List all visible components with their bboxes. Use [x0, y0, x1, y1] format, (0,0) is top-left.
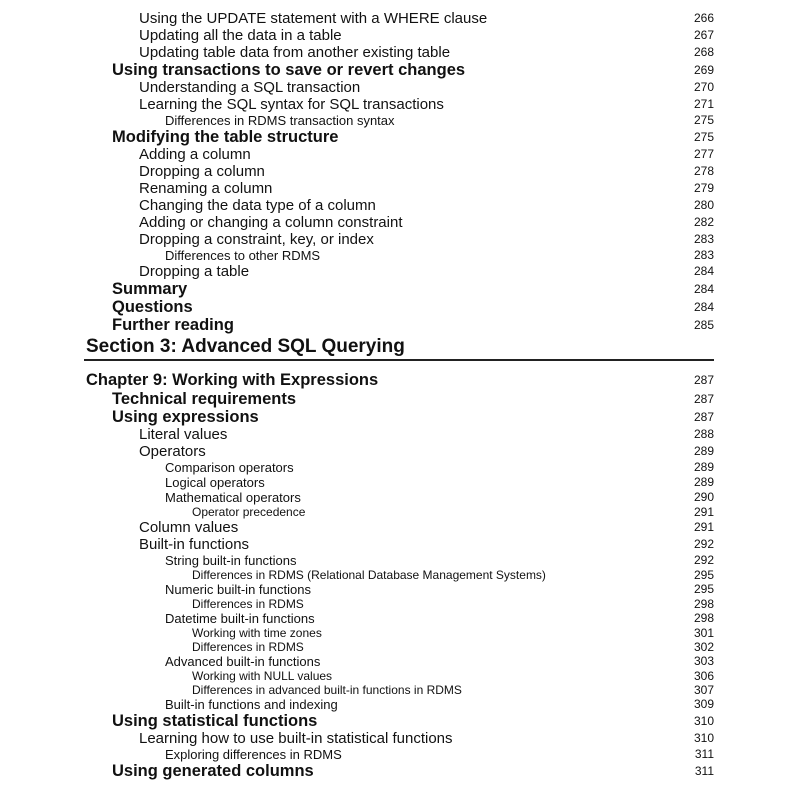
toc-entry-page: 279: [693, 181, 714, 195]
toc-entry-title: Updating all the data in a table: [139, 27, 342, 44]
toc-entry-title: String built-in functions: [165, 553, 297, 568]
toc-entry-title: Renaming a column: [139, 180, 273, 197]
toc-entry[interactable]: [0, 505, 800, 519]
toc-entry[interactable]: [0, 730, 800, 747]
toc-entry[interactable]: [0, 180, 800, 197]
toc-entry-title: Literal values: [139, 426, 228, 443]
toc-entry-page: 267: [693, 28, 714, 42]
toc-entry-page: 285: [693, 318, 714, 332]
toc-entry[interactable]: [0, 697, 800, 712]
toc-entry[interactable]: [0, 519, 800, 536]
toc-entry[interactable]: [0, 96, 800, 113]
toc-entry[interactable]: [0, 128, 800, 146]
toc-entry-title: Learning how to use built-in statistical functions: [139, 730, 453, 747]
toc-entry-title: Adding or changing a column constraint: [139, 214, 403, 231]
toc-entry-title: Built-in functions and indexing: [165, 697, 338, 712]
toc-entry-page: 289: [693, 475, 714, 489]
toc-entry[interactable]: [0, 146, 800, 163]
toc-entry[interactable]: [0, 316, 800, 334]
toc-list-bottom: [0, 371, 800, 780]
toc-entry-title: Summary: [112, 280, 188, 298]
toc-entry[interactable]: [0, 443, 800, 460]
toc-entry[interactable]: [0, 280, 800, 298]
toc-entry-title: Adding a column: [139, 146, 251, 163]
toc-entry-title: Differences to other RDMS: [165, 248, 321, 263]
toc-entry[interactable]: [0, 408, 800, 426]
toc-entry-page: 310: [693, 731, 714, 745]
toc-entry-title: Working with NULL values: [192, 669, 333, 683]
toc-entry[interactable]: [0, 197, 800, 214]
toc-entry-page: 309: [693, 697, 714, 711]
toc-entry[interactable]: [0, 536, 800, 553]
toc-entry-title: Technical requirements: [112, 390, 297, 408]
toc-list-top: [0, 10, 800, 334]
toc-entry-title: Exploring differences in RDMS: [165, 747, 342, 762]
toc-entry[interactable]: [0, 490, 800, 505]
toc-entry-page: 287: [693, 410, 714, 424]
toc-entry[interactable]: [0, 298, 800, 316]
toc-entry-page: 277: [693, 147, 714, 161]
toc-entry[interactable]: [0, 263, 800, 280]
toc-entry-page: 288: [693, 427, 714, 441]
toc-entry-page: 275: [693, 113, 714, 127]
toc-entry[interactable]: [0, 640, 800, 654]
table-of-contents: [0, 10, 800, 780]
toc-entry[interactable]: [0, 683, 800, 697]
toc-entry-title: Using the UPDATE statement with a WHERE clause: [139, 10, 488, 27]
toc-entry-page: 270: [693, 80, 714, 94]
toc-entry[interactable]: [0, 61, 800, 79]
toc-entry-title: Numeric built-in functions: [165, 582, 311, 597]
toc-entry-page: 311: [694, 747, 714, 761]
toc-entry[interactable]: [0, 460, 800, 475]
toc-entry-page: 284: [693, 282, 714, 296]
toc-entry-page: 283: [693, 232, 714, 246]
toc-entry-title: Further reading: [112, 316, 234, 334]
toc-entry-page: 284: [693, 300, 714, 314]
toc-entry-page: 311: [694, 764, 714, 778]
toc-entry[interactable]: [0, 669, 800, 683]
toc-entry-title: Operators: [139, 443, 206, 460]
toc-entry-title: Datetime built-in functions: [165, 611, 315, 626]
toc-entry-title: Updating table data from another existing table: [139, 44, 451, 61]
toc-entry-page: 295: [693, 568, 714, 582]
toc-entry-page: 298: [693, 611, 714, 625]
toc-entry-title: Differences in advanced built-in functions in RDMS: [192, 683, 462, 697]
toc-entry-title: Working with time zones: [192, 626, 322, 640]
toc-entry[interactable]: [0, 27, 800, 44]
toc-entry[interactable]: [0, 231, 800, 248]
toc-entry-page: 283: [693, 248, 714, 262]
toc-entry-title: Using expressions: [112, 408, 259, 426]
toc-entry[interactable]: [0, 626, 800, 640]
toc-entry-title: Using statistical functions: [112, 712, 318, 730]
toc-entry-title: Dropping a column: [139, 163, 265, 180]
toc-entry-page: 289: [693, 460, 714, 474]
toc-entry[interactable]: [0, 654, 800, 669]
toc-entry[interactable]: [0, 163, 800, 180]
toc-entry[interactable]: [0, 475, 800, 490]
toc-entry[interactable]: [0, 44, 800, 61]
toc-entry-page: 295: [693, 582, 714, 596]
toc-entry-page: 306: [693, 669, 714, 683]
toc-entry-title: Comparison operators: [165, 460, 294, 475]
toc-entry-page: 310: [693, 714, 714, 728]
toc-entry-page: 302: [693, 640, 714, 654]
toc-entry-title: Chapter 9: Working with Expressions: [86, 371, 379, 389]
toc-entry-page: 291: [693, 520, 714, 534]
toc-entry-page: 301: [693, 626, 714, 640]
toc-entry[interactable]: [0, 611, 800, 626]
toc-entry-title: Differences in RDMS: [192, 597, 304, 611]
toc-entry[interactable]: [0, 426, 800, 443]
toc-entry-page: 289: [693, 444, 714, 458]
toc-entry[interactable]: [0, 10, 800, 27]
toc-entry-title: Column values: [139, 519, 239, 536]
toc-entry-page: 292: [693, 537, 714, 551]
toc-entry-page: 303: [693, 654, 714, 668]
toc-entry[interactable]: [0, 712, 800, 730]
toc-entry-page: 269: [693, 63, 714, 77]
toc-entry-title: Using transactions to save or revert changes: [112, 61, 466, 79]
toc-entry-page: 298: [693, 597, 714, 611]
toc-entry-page: 268: [693, 45, 714, 59]
toc-entry-page: 266: [693, 11, 714, 25]
toc-entry[interactable]: [0, 582, 800, 597]
toc-entry[interactable]: [0, 113, 800, 128]
toc-entry-page: 287: [693, 373, 714, 387]
toc-entry-title: Questions: [112, 298, 193, 316]
toc-entry[interactable]: [0, 747, 800, 762]
toc-entry[interactable]: [0, 390, 800, 408]
toc-entry-page: 287: [693, 392, 714, 406]
toc-entry[interactable]: [0, 214, 800, 231]
toc-entry-page: 307: [693, 683, 714, 697]
toc-entry-title: Differences in RDMS: [192, 640, 304, 654]
toc-entry-title: Differences in RDMS (Relational Database Management Systems): [192, 568, 546, 582]
toc-entry-page: 280: [693, 198, 714, 212]
toc-entry-page: 282: [693, 215, 714, 229]
toc-entry[interactable]: [0, 248, 800, 263]
section-heading: [84, 335, 714, 361]
toc-chapter[interactable]: [0, 371, 800, 390]
toc-entry-title: Modifying the table structure: [112, 128, 339, 146]
toc-entry-title: Advanced built-in functions: [165, 654, 321, 669]
toc-entry-title: Using generated columns: [112, 762, 314, 780]
toc-entry[interactable]: [0, 568, 800, 582]
toc-entry-title: Operator precedence: [192, 505, 306, 519]
toc-entry-title: Differences in RDMS transaction syntax: [165, 113, 395, 128]
toc-entry-title: Dropping a table: [139, 263, 250, 280]
toc-entry-page: 291: [693, 505, 714, 519]
toc-entry-title: Changing the data type of a column: [139, 197, 376, 214]
toc-entry-page: 278: [693, 164, 714, 178]
toc-entry-title: Logical operators: [165, 475, 265, 490]
toc-entry-page: 290: [693, 490, 714, 504]
toc-entry-title: Dropping a constraint, key, or index: [139, 231, 374, 248]
toc-entry-page: 292: [693, 553, 714, 567]
toc-entry-page: 271: [693, 97, 714, 111]
toc-entry-title: Learning the SQL syntax for SQL transactions: [139, 96, 444, 113]
toc-entry[interactable]: [0, 553, 800, 568]
toc-entry-title: Built-in functions: [139, 536, 250, 553]
toc-entry-page: 275: [693, 130, 714, 144]
toc-entry-title: Mathematical operators: [165, 490, 301, 505]
toc-entry[interactable]: [0, 597, 800, 611]
section-title: Section 3: Advanced SQL Querying: [86, 336, 405, 357]
toc-entry-title: Understanding a SQL transaction: [139, 79, 361, 96]
toc-entry-page: 284: [693, 264, 714, 278]
toc-entry[interactable]: [0, 79, 800, 96]
toc-entry[interactable]: [0, 762, 800, 780]
